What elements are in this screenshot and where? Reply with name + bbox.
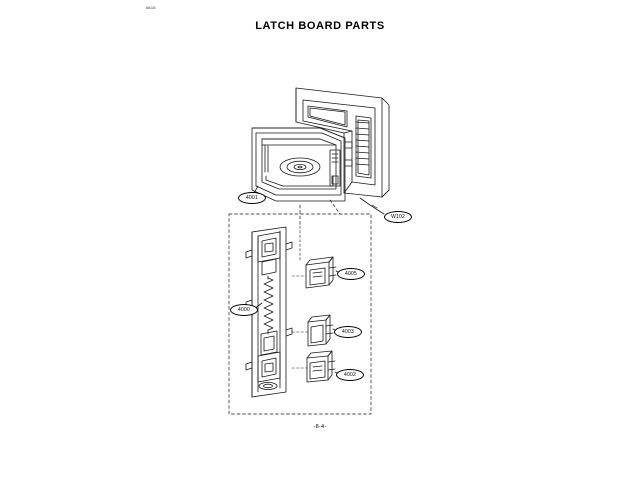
callout-w102-label: W102	[391, 214, 405, 220]
callout-4003[interactable]	[334, 326, 362, 338]
switch-part-4005	[306, 257, 336, 288]
alignment-dashed-lines	[300, 200, 340, 226]
switch-part-4002	[307, 351, 335, 382]
microwave-door-group	[296, 88, 389, 197]
callout-w102[interactable]	[384, 211, 412, 223]
switch-part-4003	[308, 315, 333, 346]
callout-4002-label: 4002	[344, 372, 356, 378]
callout-4001-label: 4001	[246, 195, 258, 201]
document-corner-code: #816	[146, 5, 156, 10]
callout-4002[interactable]	[336, 369, 364, 381]
page-number: -8-4-	[313, 424, 327, 430]
callout-4005-label: 4005	[345, 271, 357, 277]
cavity-right-bracket	[330, 150, 340, 186]
assembly-dashed-lines	[292, 226, 308, 368]
page-title: LATCH BOARD PARTS	[255, 20, 385, 32]
callout-4005[interactable]	[337, 268, 365, 280]
callout-4000-label: 4000	[238, 307, 250, 313]
microwave-cavity-group	[252, 128, 345, 201]
callout-4000[interactable]	[230, 304, 258, 316]
leader-line-w102	[360, 198, 384, 214]
callout-4001[interactable]	[238, 192, 266, 204]
callout-4003-label: 4003	[342, 329, 354, 335]
